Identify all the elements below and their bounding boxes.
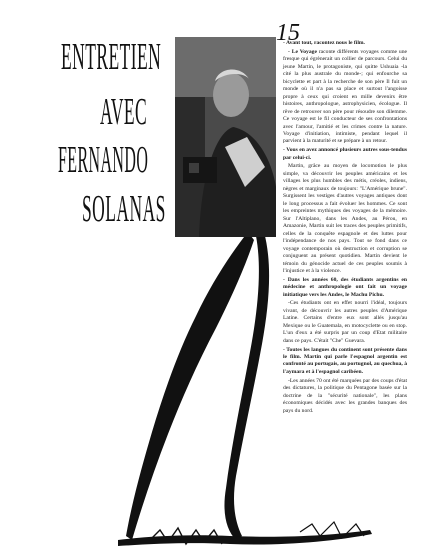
title-line-4: SOLANAS (82, 188, 166, 230)
answer-text (283, 49, 407, 146)
answer-text: Martin, grâce au moyen de locomotion le plus simple, va découvrir les peuples américains et les villages les plus humbles des métis, créoles, indiens, nègres et marginaux de toujours: "L'Amérique brune". Surgissent les vestiges d'autres voyages antiques dont le long processus a fait évoluer les hommes. Ce sont les empreintes mythiques des voyages de la mémoire. Sur l'Altiplano, dans les Andes, au Pérou, en Amazonie, Martin suit les traces des peuples primitifs, celles de la conquête espagnole et des luttes pour l'indépendance de nos pays. Tout se fond dans ce voyage contemporain où destruction et corruption se conjuguent au présent quotidien. Martin devient le témoin du génocide actuel de ces peuples soumis à l'injustice et à la violence. (283, 163, 407, 275)
question-text: - Dans les années 60, des étudiants argentins en médecine et anthropologie ont fait un voyage initiatique vers les Andes, le Machu Pichu. (283, 276, 407, 298)
question-text: - Avant tout, racontez nous le film. (283, 40, 365, 46)
interview-text-column (283, 40, 407, 416)
page-number: 15 (276, 20, 300, 46)
answer-body: raconte différents voyages comme une fresque qui égrènerait un collier de parcours. Celui du jeune Martin, le protagoniste, qui quitte Ushuaia -la cité la plus australe du monde-; qui enfourche sa bicyclette et part à la recherche de son père Il fuit un monde où il n'a pas sa place et surtout l'angoisse propre à ceux qui croient en mille devenirs être histoires, anthropologue, astrophysicien, écologue. Il rêve de retrouver son père pour résoudre son dilemme. Ce voyage est le fil conducteur de ses confrontations avec l'amour, l'amitié et les crimes contre la nature. Voyage d'initiation, intimiste, pendant lequel il parvient à la maturité et se prépare à un retour. (283, 48, 408, 145)
question-text: - Vous en avez annoncé plusieurs autres sous-tendus par celui-ci. (283, 147, 407, 161)
answer-lead: - Le Voyage (288, 48, 317, 55)
answer-text: -Ces étudiants ont en effet nourri l'idéal, toujours vivant, de découvrir les autres peuples d'Amérique Latine. Certains d'entre eux sont allés jusqu'au Mexique ou le Guatemala, en motocyclette ou en stop. L'un d'eux a été surpris par un coup d'Etat militaire dans ce pays. C'était "Che" Guevara. (283, 300, 407, 344)
portrait-photo (175, 37, 276, 237)
title-line-3: FERNANDO (58, 139, 149, 181)
question-text: - Toutes les langues du continent sont présente dans le film. Martin qui parle l'espagnol argentin est confronté au portugais, au portugnol, au quechua, à l'aymara et à l'espagnol caribéen. (283, 346, 407, 375)
title-line-1: ENTRETIEN (61, 36, 162, 78)
answer-text: -Les années 70 ont été marquées par des coups d'état des dictatures, la politique du Pentagone basée sur la doctrine de la "sécurité nationale", les plans économiques décidés avec les grandes banques des pays du nord. (283, 377, 407, 414)
title-line-2: AVEC (100, 91, 148, 133)
